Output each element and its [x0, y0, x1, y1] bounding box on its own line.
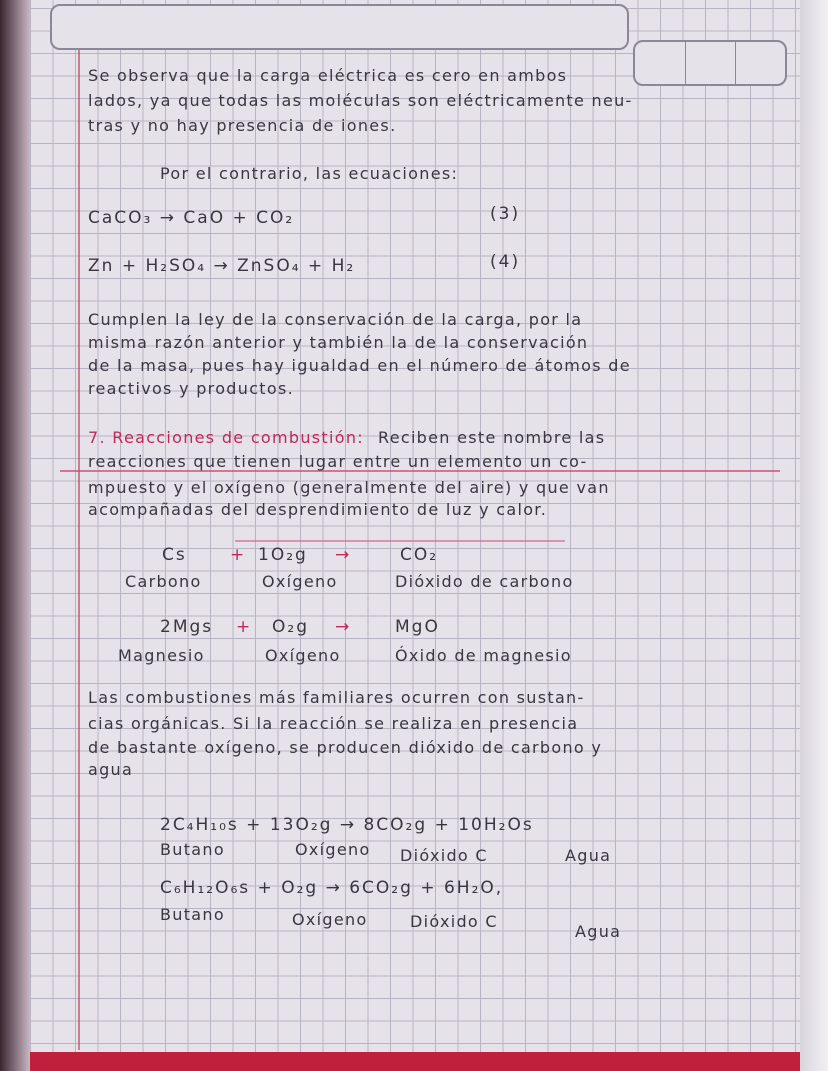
label: Agua [575, 922, 622, 941]
section-heading: 7. Reacciones de combustión: [88, 428, 364, 447]
text-line: acompañadas del desprendimiento de luz y calor. [88, 500, 548, 519]
reactant: 1O₂g [258, 545, 308, 565]
text-line: Reciben este nombre las [378, 428, 606, 447]
intro-line: Por el contrario, las ecuaciones: [160, 164, 459, 183]
text-line: Se observa que la carga eléctrica es cero en ambos [88, 66, 568, 85]
text-line: misma razón anterior y también la de la conservación [88, 333, 589, 352]
page-edge [800, 0, 828, 1071]
product: MgO [395, 617, 440, 637]
label: Dióxido C [400, 846, 488, 865]
arrow: → [335, 617, 352, 637]
label: Dióxido C [410, 912, 498, 931]
label: Oxígeno [292, 910, 368, 929]
text-line: cias orgánicas. Si la reacción se realiza en presencia [88, 714, 579, 733]
label: Agua [565, 846, 612, 865]
product: CO₂ [400, 545, 439, 565]
label: Carbono [125, 572, 202, 591]
header-box [50, 4, 629, 50]
text-line: lados, ya que todas las moléculas son eléctricamente neu- [88, 91, 633, 110]
text-line: Las combustiones más familiares ocurren con sustan- [88, 688, 585, 707]
label: Dióxido de carbono [395, 572, 574, 591]
text-line: reactivos y productos. [88, 379, 294, 398]
notebook-spine [0, 0, 30, 1071]
equation: C₆H₁₂O₆s + O₂g → 6CO₂g + 6H₂O, [160, 878, 504, 898]
label: Magnesio [118, 646, 205, 665]
reactant: 2Mgs [160, 617, 214, 637]
text-line: Cumplen la ley de la conservación de la carga, por la [88, 310, 583, 329]
equation-4: Zn + H₂SO₄ → ZnSO₄ + H₂ [88, 256, 356, 276]
arrow: → [335, 545, 352, 565]
text-line: mpuesto y el oxígeno (generalmente del aire) y que van [88, 478, 610, 497]
label: Óxido de magnesio [395, 646, 572, 665]
date-box [633, 40, 787, 86]
text-line: de la masa, pues hay igualdad en el número de átomos de [88, 356, 631, 375]
bottom-edge [30, 1052, 800, 1071]
label: Butano [160, 905, 225, 924]
text-line: reacciones que tienen lugar entre un elemento un co- [88, 452, 588, 471]
label: Oxígeno [265, 646, 341, 665]
notebook-page [30, 0, 800, 1071]
arrow-mark [235, 540, 565, 542]
plus-sign: + [230, 545, 247, 565]
equation-number: (4) [490, 252, 521, 272]
equation-number: (3) [490, 204, 521, 224]
text-line: tras y no hay presencia de iones. [88, 116, 397, 135]
text-line: de bastante oxígeno, se producen dióxido de carbono y [88, 738, 603, 757]
label: Butano [160, 840, 225, 859]
text-line: agua [88, 760, 134, 779]
reactant: O₂g [272, 617, 309, 637]
label: Oxígeno [295, 840, 371, 859]
label: Oxígeno [262, 572, 338, 591]
plus-sign: + [236, 617, 253, 637]
margin-line [78, 50, 80, 1050]
equation-3: CaCO₃ → CaO + CO₂ [88, 208, 295, 228]
equation: 2C₄H₁₀s + 13O₂g → 8CO₂g + 10H₂Os [160, 815, 534, 835]
reactant: Cs [162, 545, 187, 565]
